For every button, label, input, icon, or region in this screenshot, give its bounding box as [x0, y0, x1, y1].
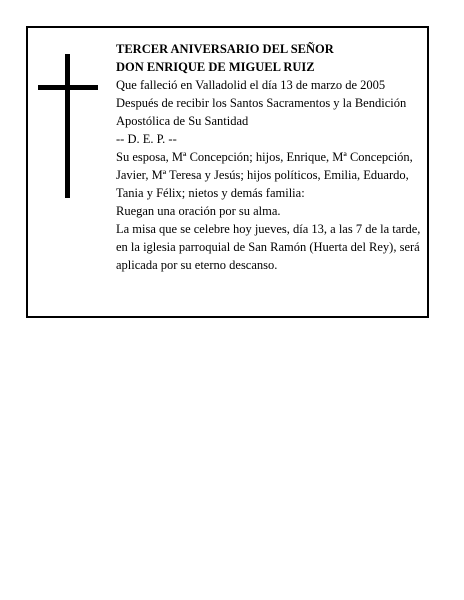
notice-title-line-2: DON ENRIQUE DE MIGUEL RUIZ [116, 60, 315, 74]
cross-horizontal-bar [38, 85, 98, 90]
latin-cross-icon [38, 54, 98, 198]
rip-line: -- D. E. P. -- [116, 132, 177, 146]
family-statement: Su esposa, Mª Concepción; hijos, Enrique, Mª Concepción, Javier, Mª Teresa y Jesús; hijos políticos, Emilia, Eduardo, Tania y Félix; nietos y demás familia: [116, 150, 413, 200]
death-statement: Que falleció en Valladolid el día 13 de marzo de 2005 [116, 78, 386, 92]
mass-announcement: La misa que se celebre hoy jueves, día 13, a las 7 de la tarde, en la iglesia parroquial de San Ramón (Huerta del Rey), será aplicada por su eterno descanso. [116, 222, 421, 272]
sacraments-statement: Después de recibir los Santos Sacramentos y la Bendición Apostólica de Su Santidad [116, 96, 407, 128]
prayer-request: Ruegan una oración por su alma. [116, 204, 281, 218]
cross-vertical-bar [65, 54, 70, 198]
notice-title-line-1: TERCER ANIVERSARIO DEL SEÑOR [116, 42, 334, 56]
notice-text [116, 40, 426, 274]
obituary-notice [26, 26, 429, 318]
